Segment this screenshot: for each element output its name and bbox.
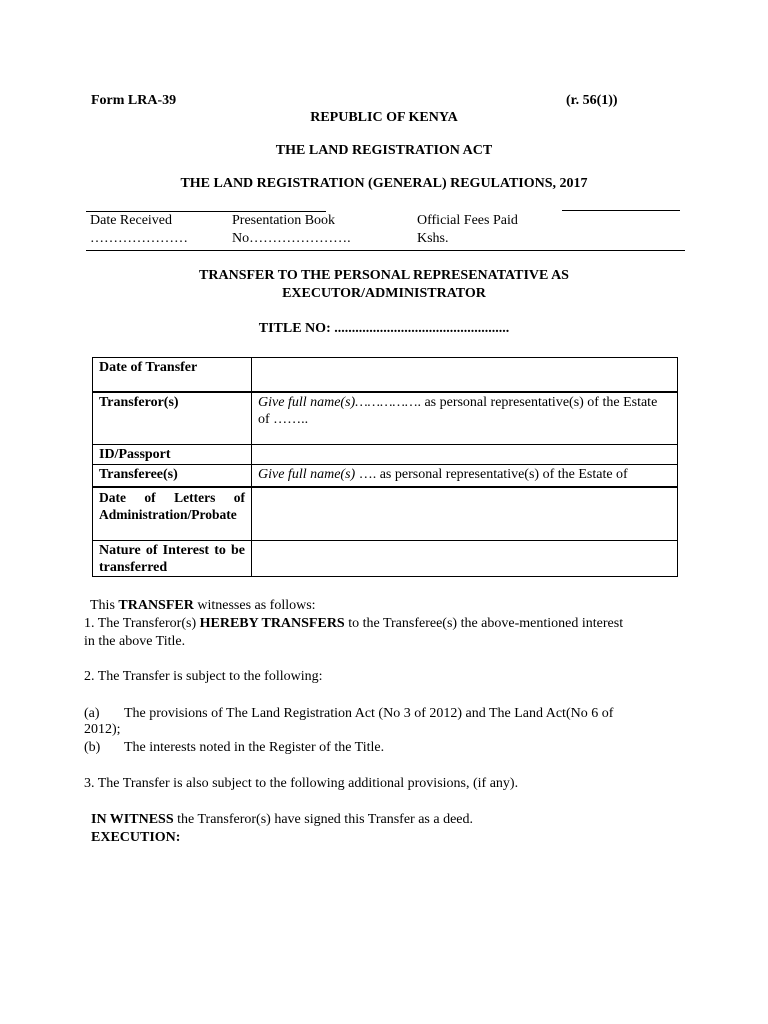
date-received-dots: ………………… — [90, 231, 188, 246]
rule-reference: (r. 56(1)) — [566, 93, 618, 108]
transferees-hint-rest: …. as personal representative(s) of the Estate of — [355, 467, 628, 482]
transferors-hint-rest: . as personal representative(s) of the Estate of …….. — [258, 394, 658, 427]
witness-intro-pre: This — [90, 598, 119, 613]
clause-1-line-1 — [84, 616, 623, 632]
transfer-details-table — [92, 357, 678, 577]
witness-intro-bold: TRANSFER — [118, 598, 194, 613]
act-heading: THE LAND REGISTRATION ACT — [275, 143, 493, 158]
nature-of-interest-field[interactable] — [252, 541, 678, 577]
transferors-hint-italic: Give full name(s)…………… — [258, 394, 418, 410]
regulations-heading: THE LAND REGISTRATION (GENERAL) REGULATIONS, 2017 — [180, 176, 588, 191]
title-number-label: TITLE NO — [258, 321, 327, 336]
clause-a-text-line-1: The provisions of The Land Registration Act (No 3 of 2012) and The Land Act(No 6 of — [124, 706, 614, 721]
fees-currency: Kshs. — [417, 231, 449, 246]
date-received-label: Date Received — [90, 213, 173, 228]
republic-heading: REPUBLIC OF KENYA — [310, 110, 458, 125]
clause-3 — [84, 776, 518, 792]
presentation-book-label: Presentation Book — [232, 213, 336, 228]
transferees-field[interactable] — [252, 465, 678, 487]
presentation-book-number: No…………………. — [232, 231, 351, 246]
clause-3-text: . The Transfer is also subject to the following additional provisions, (if any). — [91, 776, 519, 791]
in-witness-bold: IN WITNESS — [91, 812, 174, 827]
document-title-line-1: TRANSFER TO THE PERSONAL REPRESENATATIVE AS — [199, 268, 569, 283]
clause-a-text-line-2: 2012); — [84, 722, 121, 737]
witness-intro — [90, 598, 316, 614]
form-number: Form LRA-39 — [91, 93, 177, 108]
table-row — [93, 392, 678, 445]
clause-1-pre: 1. The Transferor(s) — [84, 616, 200, 631]
letters-of-administration-label: Date of Letters of Administration/Probate — [93, 487, 252, 541]
title-number-value: : .................................................. — [326, 321, 510, 336]
date-of-transfer-label: Date of Transfer — [93, 358, 252, 392]
id-passport-field[interactable] — [252, 445, 678, 465]
date-of-transfer-field[interactable] — [252, 358, 678, 392]
transferees-label: Transferee(s) — [93, 465, 252, 487]
transferees-hint-italic: Give full name(s) — [258, 467, 356, 482]
witness-intro-post: witnesses as follows: — [193, 598, 316, 613]
registry-top-rule-left — [86, 211, 326, 212]
registry-bottom-rule — [86, 250, 685, 251]
execution-heading: EXECUTION: — [91, 830, 181, 845]
clause-1-bold: HEREBY TRANSFERS — [199, 616, 345, 631]
registry-top-rule-right — [562, 210, 680, 211]
clause-1-line-2: in the above Title. — [84, 634, 186, 649]
id-passport-label: ID/Passport — [93, 445, 252, 465]
clause-a-marker: (a) — [84, 706, 100, 721]
table-row — [93, 445, 678, 465]
transferors-field[interactable] — [252, 392, 678, 445]
table-row — [93, 487, 678, 541]
title-number-line — [0, 321, 768, 337]
official-fees-label: Official Fees Paid — [417, 213, 518, 228]
table-row — [93, 465, 678, 487]
letters-of-administration-field[interactable] — [252, 487, 678, 541]
clause-3-number: 3 — [84, 776, 91, 791]
table-row — [93, 358, 678, 392]
transferors-label: Transferor(s) — [93, 392, 252, 445]
clause-b-text: The interests noted in the Register of the Title. — [124, 740, 385, 755]
in-witness-line — [91, 812, 473, 828]
in-witness-rest: the Transferor(s) have signed this Transfer as a deed. — [173, 812, 474, 827]
clause-b-marker: (b) — [84, 740, 101, 755]
nature-of-interest-label: Nature of Interest to be transferred — [93, 541, 252, 577]
document-title-line-2: EXECUTOR/ADMINISTRATOR — [282, 286, 486, 301]
clause-1-post: to the Transferee(s) the above-mentioned interest — [344, 616, 624, 631]
table-row — [93, 541, 678, 577]
clause-2: 2. The Transfer is subject to the following: — [84, 669, 323, 684]
